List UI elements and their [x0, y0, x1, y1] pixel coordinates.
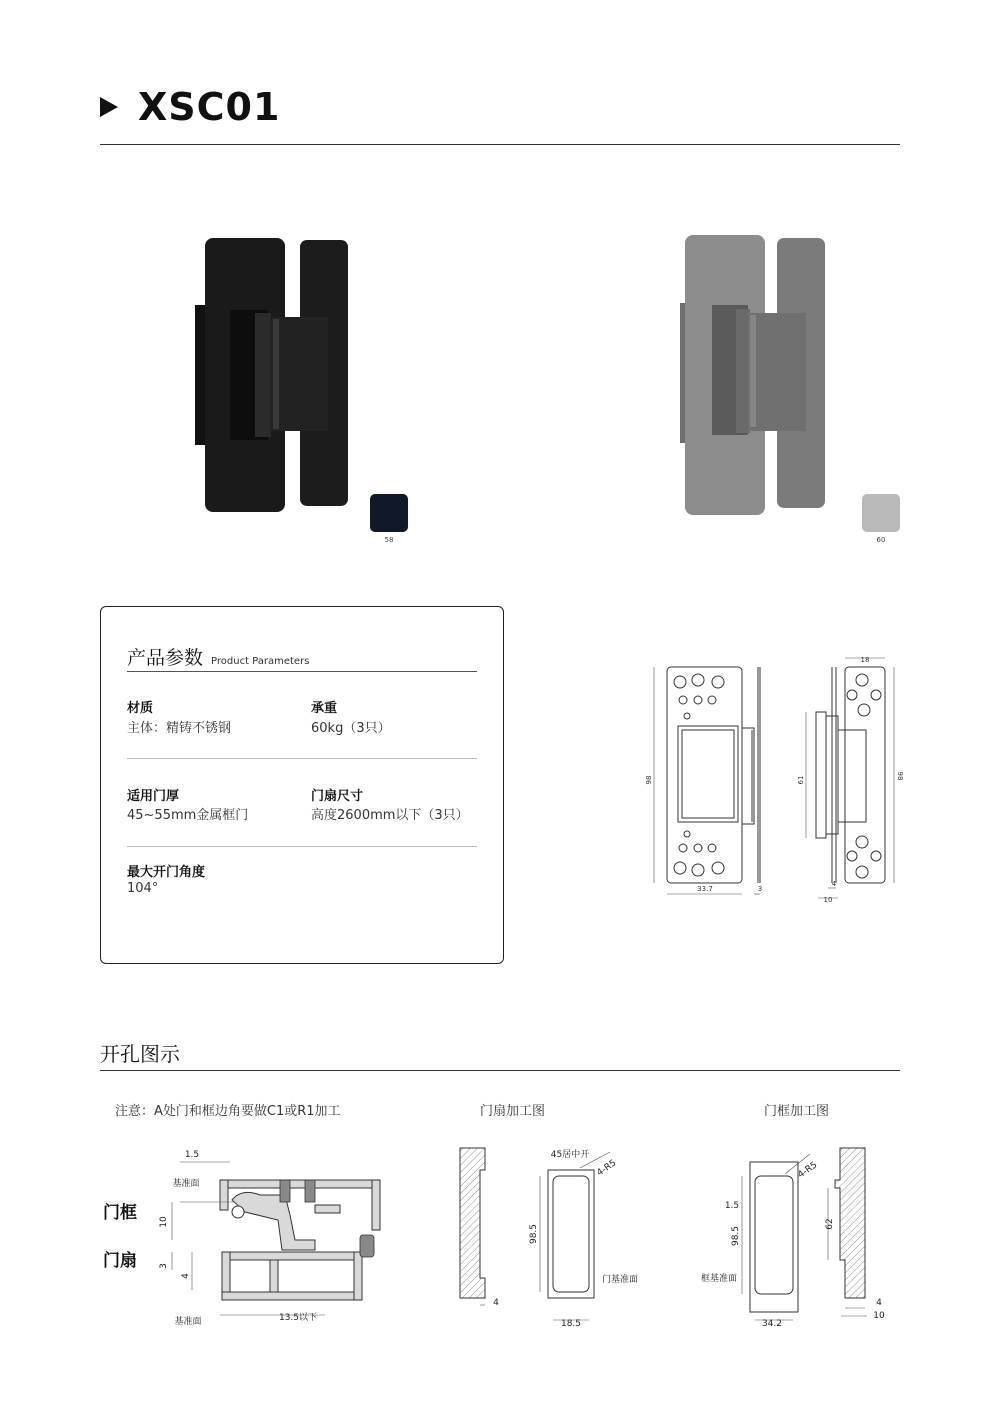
params-row-divider — [127, 846, 477, 847]
param-label: 承重 — [311, 701, 338, 716]
param-value: 高度2600mm以下（3只） — [311, 808, 469, 823]
frame-side: 62 — [825, 1218, 835, 1230]
param-value: 45~55mm金属框门 — [127, 808, 249, 823]
door-thk: 4 — [493, 1298, 499, 1308]
dim-13-5: 13.5以下 — [278, 1313, 318, 1323]
black-hinge-image — [195, 235, 355, 515]
frame-processing-drawing — [695, 1140, 900, 1340]
params-divider — [127, 671, 477, 672]
title-row — [100, 82, 280, 132]
dimension-drawing — [640, 650, 905, 910]
dim-side-width: 18 — [860, 656, 870, 664]
door-drawing-title: 门扇加工图 — [480, 1104, 546, 1119]
grey-hinge-image — [680, 233, 830, 518]
frame-radius: 4-R5 — [796, 1160, 820, 1181]
door-height: 98.5 — [529, 1223, 539, 1245]
play-triangle-icon — [100, 97, 118, 117]
frame-d15: 1.5 — [724, 1201, 740, 1211]
dim-3: 3 — [159, 1263, 169, 1269]
dim-side-b: 10 — [823, 896, 833, 904]
door-width: 18.5 — [560, 1319, 582, 1329]
param-value: 104° — [127, 881, 159, 896]
frame-label: 门框 — [103, 1203, 137, 1223]
params-row-divider — [127, 758, 477, 759]
swatch-code: 60 — [876, 536, 886, 544]
door-processing-drawing — [450, 1140, 650, 1340]
ref-surface-top: 基准面 — [172, 1179, 200, 1189]
cross-section-drawing — [150, 1140, 390, 1340]
section-title: 开孔图示 — [100, 1042, 180, 1066]
section-divider — [100, 1070, 900, 1071]
dim-1-5: 1.5 — [184, 1150, 200, 1160]
param-value: 主体：精铸不锈钢 — [127, 721, 232, 736]
param-label: 最大开门角度 — [127, 865, 206, 880]
param-value: 60kg（3只） — [311, 721, 391, 736]
frame-height: 98.5 — [731, 1225, 741, 1247]
swatch-code: 58 — [384, 536, 394, 544]
frame-drawing-title: 门框加工图 — [764, 1104, 830, 1119]
dim-front-width: 33.7 — [697, 885, 713, 893]
door-ref-surface: 门基准面 — [601, 1275, 639, 1285]
params-heading — [127, 643, 309, 670]
frame-width: 34.2 — [761, 1319, 783, 1329]
params-card — [100, 606, 504, 964]
ref-surface-bottom: 基准面 — [174, 1317, 202, 1327]
color-swatch-black — [370, 494, 408, 532]
door-label: 门扇 — [103, 1251, 137, 1271]
page-title: XSC01 — [138, 85, 281, 129]
frame-b: 10 — [873, 1311, 885, 1321]
dim-10: 10 — [159, 1216, 169, 1228]
dim-side-height: 98 — [896, 771, 904, 781]
param-label: 材质 — [127, 701, 154, 716]
door-radius: 4-R5 — [595, 1158, 619, 1179]
dim-4: 4 — [181, 1273, 191, 1279]
color-swatch-grey — [862, 494, 900, 532]
frame-ref-surface: 框基准面 — [700, 1274, 738, 1284]
frame-a: 4 — [876, 1298, 882, 1308]
header-divider — [100, 144, 900, 145]
dim-front-thk: 3 — [757, 885, 763, 893]
param-label: 门扇尺寸 — [311, 789, 364, 804]
params-title-en: Product Parameters — [211, 656, 310, 667]
door-center-note: 45居中开 — [550, 1150, 590, 1160]
processing-note: 注意：A处门和框边角要做C1或R1加工 — [115, 1104, 341, 1119]
param-label: 适用门厚 — [127, 789, 180, 804]
dim-front-height: 98 — [645, 775, 653, 785]
dim-side-inner: 61 — [797, 775, 805, 785]
params-title-zh: 产品参数 — [127, 647, 204, 669]
dim-side-a: 4 — [831, 880, 837, 888]
